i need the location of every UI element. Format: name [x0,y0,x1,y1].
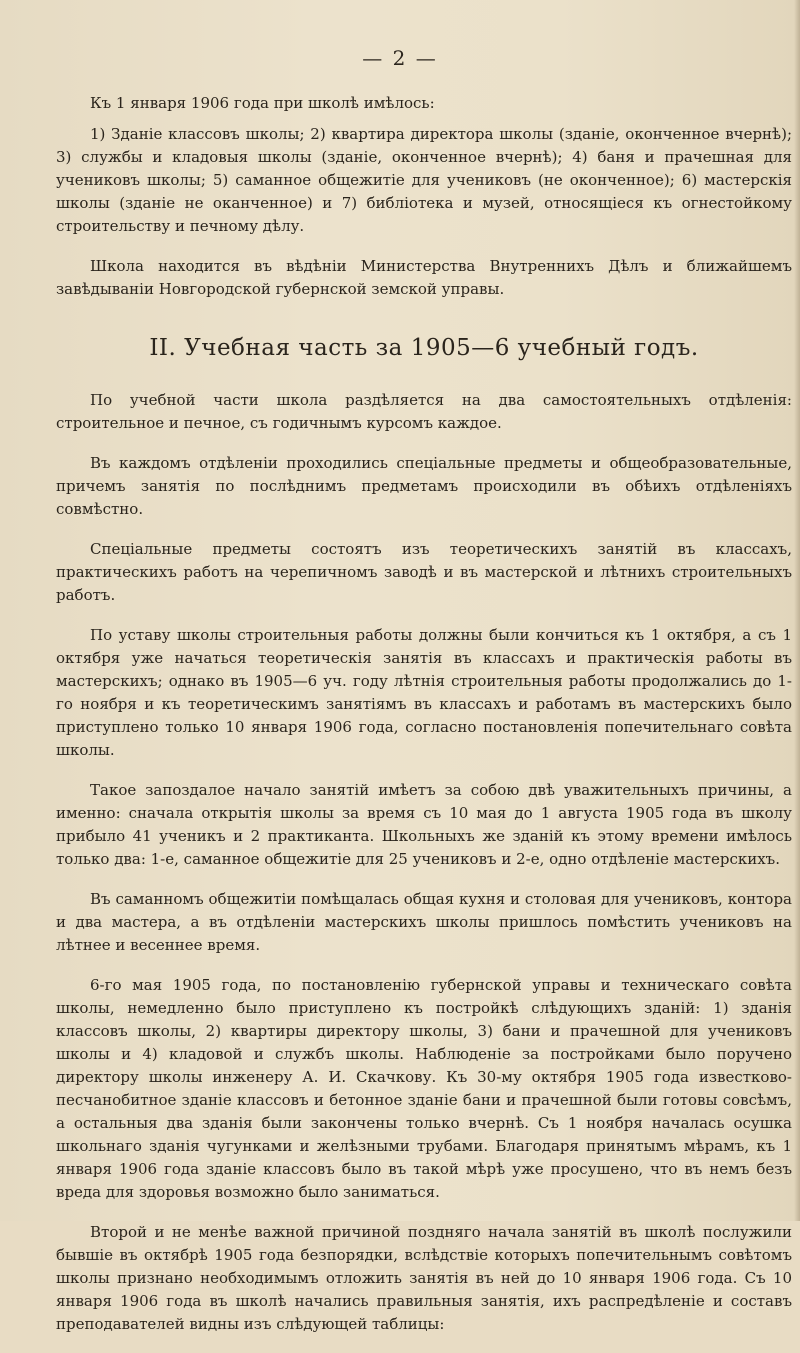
page-number: — 2 — [362,46,438,70]
page-body [56,92,792,1353]
paragraph-construction: 6-го мая 1905 года, по постановленію губернской управы и техническаго совѣта школы, немедленно было приступлено къ постройкѣ слѣдующихъ зданій: 1) зданія классовъ школы, 2) квартиры директору школы, 3) бани и прачешной для учениковъ школы и 4) кладовой и службъ школы. Наблюденіе за постройками было поручено директору школы инженеру А. И. Скачкову. Къ 30-му октября 1905 года известково-песчанобитное зданіе классовъ и бетонное зданіе бани и прачешной были готовы совсѣмъ, а остальныя два зданія были закончены только вчернѣ. Съ 1 ноября началась осушка школьнаго зданія чугунками и желѣзными трубами. Благодаря принятымъ мѣрамъ, къ 1 января 1906 года зданіе классовъ было въ такой мѣрѣ уже просушено, что въ немъ безъ вреда для здоровья возможно было заниматься. [56,976,792,1201]
page-edge-shadow [794,0,800,1221]
paragraph-special-subjects: Спеціальные предметы состоятъ изъ теоретическихъ занятій въ классахъ, практическихъ работъ на черепичномъ заводѣ и въ мастерской и лѣтнихъ строительныхъ работъ. [56,540,792,604]
paragraph-delay-reasons: Такое запоздалое начало занятій имѣетъ за собою двѣ уважительныхъ причины, а именно: сначала открытія школы за время съ 10 мая до 1 августа 1905 года въ школу прибыло 41 ученикъ и 2 практиканта. Школьныхъ же зданій къ этому времени имѣлось только два: 1-е, саманное общежитіе для 25 учениковъ и 2-е, одно отдѣленіе мастерскихъ. [56,781,792,868]
paragraph-dormitory: Въ саманномъ общежитіи помѣщалась общая кухня и столовая для учениковъ, контора и два мастера, а въ отдѣленіи мастерскихъ школы пришлось помѣстить учениковъ на лѣтнее и весеннее время. [56,890,792,954]
section-heading: II. Учебная часть за 1905—6 учебный годъ. [149,335,699,361]
paragraph-administration: Школа находится въ вѣдѣніи Министерства Внутреннихъ Дѣлъ и ближайшемъ завѣдываніи Новгородской губернской земской управы. [56,257,792,298]
paragraph-buildings-list: 1) Зданіе классовъ школы; 2) квартира директора школы (зданіе, оконченное вчернѣ); 3) службы и кладовыя школы (зданіе, оконченное вчернѣ); 4) баня и прачешная для учениковъ школы; 5) саманное общежитіе для учениковъ (не оконченное); 6) мастерскія школы (зданіе не оканченное) и 7) библіотека и музей, относящіеся къ огнестойкому строительству и печному дѣлу. [56,125,792,235]
paragraph-schedule: По уставу школы строительныя работы должны были кончиться къ 1 октября, а съ 1 октября уже начаться теоретическія занятія въ классахъ и практическія работы въ мастерскихъ; однако въ 1905—6 уч. году лѣтнія строительныя работы продолжались до 1-го ноября и къ теоретическимъ занятіямъ въ классахъ и работамъ въ мастерскихъ было приступлено только 10 января 1906 года, согласно постановленія попечительнаго совѣта школы. [56,626,792,759]
paragraph-departments: По учебной части школа раздѣляется на два самостоятельныхъ отдѣленія: строительное и печное, съ годичнымъ курсомъ каждое. [56,391,792,432]
paragraph-second-reason: Второй и не менѣе важной причиной поздняго начала занятій въ школѣ послужили бывшіе въ октябрѣ 1905 года безпорядки, вслѣдствіе которыхъ попечительнымъ совѣтомъ школы признано необходимымъ отложить занятія въ ней до 10 января 1906 года. Съ 10 января 1906 года въ школѣ начались правильныя занятія, ихъ распредѣленіе и составъ преподавателей видны изъ слѣдующей таблицы: [56,1223,792,1333]
intro-line: Къ 1 января 1906 года при школѣ имѣлось: [90,94,435,112]
paragraph-subjects: Въ каждомъ отдѣленіи проходились спеціальные предметы и общеобразовательные, причемъ занятія по послѣднимъ предметамъ происходили въ обѣихъ отдѣленіяхъ совмѣстно. [56,454,792,518]
